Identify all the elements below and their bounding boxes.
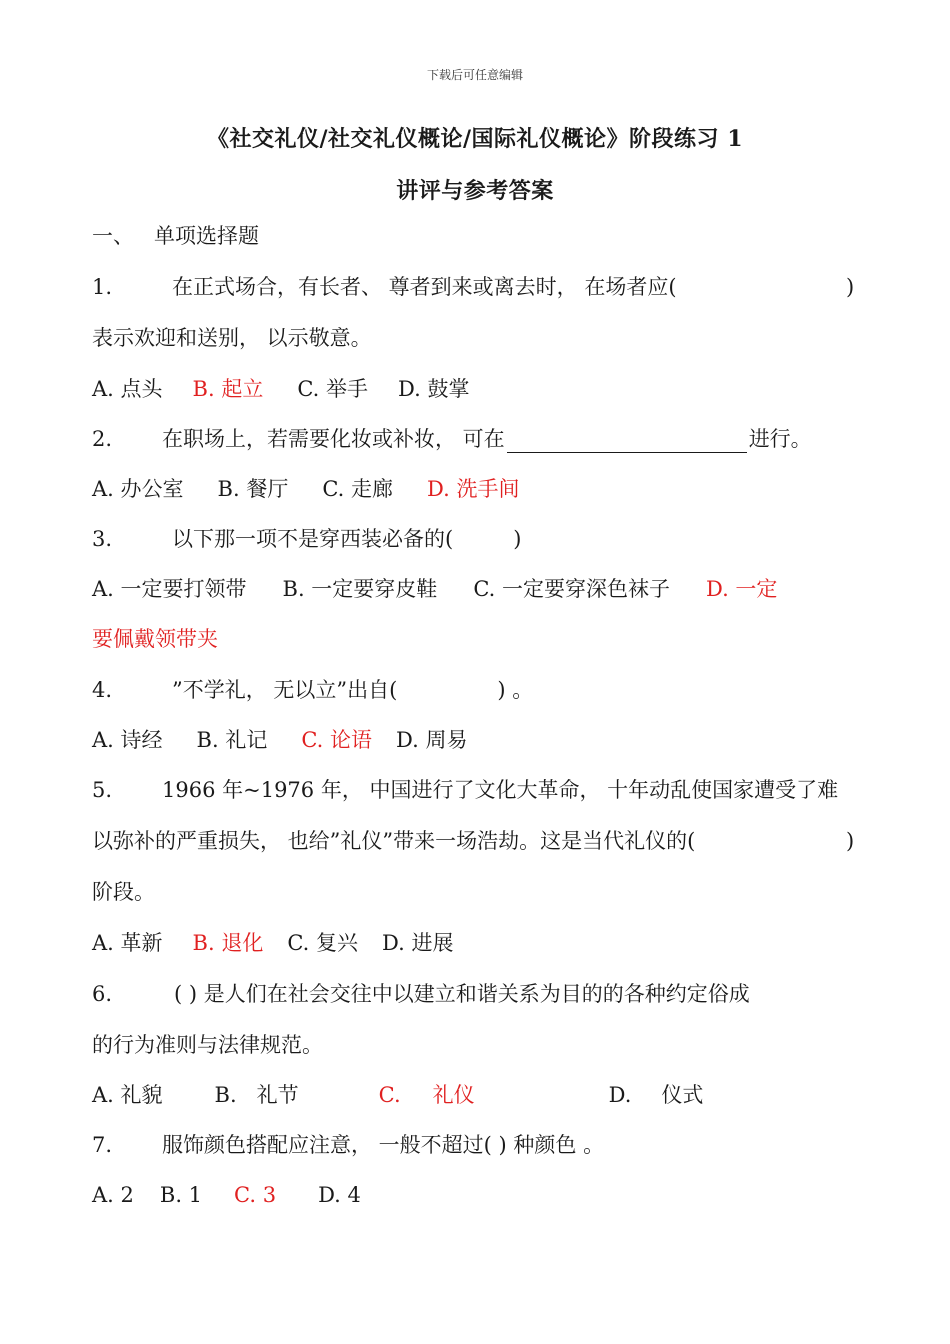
question-number: 2. (92, 427, 113, 451)
option-b-text: 礼节 (256, 1083, 299, 1107)
option-b-answer: B. 退化 (192, 931, 264, 955)
question-4 (92, 676, 533, 704)
option-b: B. 1 (159, 1183, 203, 1207)
question-text: 服饰颜色搭配应注意， 一般不超过( ) 种颜色 。 (162, 1133, 605, 1157)
option-b: B. 餐厅 (217, 477, 289, 501)
option-d: D. 4 (318, 1183, 361, 1207)
option-d-letter: D. (608, 1083, 632, 1107)
option-d: D. 进展 (382, 931, 454, 955)
section-label: 单项选择题 (154, 224, 260, 248)
question-number: 6. (92, 982, 113, 1006)
question-1-options (92, 375, 469, 403)
question-number: 3. (92, 527, 113, 551)
option-d-text: 仪式 (661, 1083, 704, 1107)
section-number: 一、 (92, 224, 134, 248)
question-7 (92, 1131, 604, 1159)
question-text: 在正式场合，有长者、 尊者到来或离去时， 在场者应( (172, 275, 677, 299)
question-3-options (92, 575, 777, 603)
close-paren: ) 。 (497, 678, 534, 702)
option-a: A. 礼貌 (92, 1083, 163, 1107)
question-5-options (92, 929, 453, 957)
question-6-options (92, 1081, 703, 1109)
question-5-text-cont: 以弥补的严重损失， 也给”礼仪”带来一场浩劫。这是当代礼仪的( (92, 829, 696, 853)
section-heading (92, 222, 259, 250)
option-c-letter-answer: C. (378, 1083, 401, 1107)
question-text: 在职场上，若需要化妆或补妆， 可在 (162, 427, 505, 451)
question-number: 5. (92, 778, 113, 802)
option-a: A. 点头 (92, 377, 163, 401)
question-text: 1966 年~1976 年， 中国进行了文化大革命， 十年动乱使国家遭受了难 (162, 778, 839, 802)
option-c: C. 举手 (297, 377, 368, 401)
option-b-answer: B. 起立 (192, 377, 264, 401)
question-text: ( ) 是人们在社会交往中以建立和谐关系为目的的各种约定俗成 (174, 982, 750, 1006)
question-1-text-cont: 表示欢迎和送别， 以示敬意。 (92, 326, 372, 350)
question-text-end: 进行。 (748, 427, 812, 451)
question-1-close-paren: ) (846, 275, 855, 299)
option-b: B. 一定要穿皮鞋 (282, 577, 438, 601)
option-c: C. 一定要穿深色袜子 (473, 577, 670, 601)
option-a: A. 革新 (92, 931, 163, 955)
question-4-options (92, 726, 467, 754)
question-number: 7. (92, 1133, 113, 1157)
question-number: 1. (92, 275, 113, 299)
question-3 (92, 525, 521, 553)
question-2 (92, 425, 812, 453)
option-c-answer: C. 论语 (301, 728, 372, 752)
option-a: A. 一定要打领带 (92, 577, 247, 601)
option-d-answer: D. 洗手间 (427, 477, 520, 501)
option-b-letter: B. (214, 1083, 237, 1107)
question-5-close-paren: ) (846, 829, 855, 853)
option-a: A. 诗经 (92, 728, 163, 752)
close-paren: ) (513, 527, 522, 551)
question-number: 4. (92, 678, 113, 702)
option-c-answer: C. 3 (234, 1183, 277, 1207)
question-7-options (92, 1181, 361, 1209)
document-title: 《社交礼仪/社交礼仪概论/国际礼仪概论》阶段练习 1 (206, 126, 744, 152)
question-text: ”不学礼， 无以立”出自( (172, 678, 398, 702)
option-c-text-answer: 礼仪 (432, 1083, 475, 1107)
question-1 (92, 273, 677, 301)
option-a: A. 办公室 (92, 477, 184, 501)
option-d-answer: D. 一定 (705, 577, 778, 601)
option-d-answer-cont: 要佩戴领带夹 (92, 627, 218, 651)
question-5 (92, 776, 838, 804)
fill-blank (507, 430, 747, 453)
question-6 (92, 980, 750, 1008)
option-d: D. 鼓掌 (398, 377, 470, 401)
document-subtitle: 讲评与参考答案 (396, 178, 554, 204)
download-note: 下载后可任意编辑 (426, 68, 523, 82)
option-c: C. 走廊 (322, 477, 393, 501)
option-d: D. 周易 (396, 728, 468, 752)
question-5-text-end: 阶段。 (92, 880, 155, 904)
question-2-options (92, 475, 519, 503)
question-6-text-cont: 的行为准则与法律规范。 (92, 1033, 323, 1057)
option-b: B. 礼记 (196, 728, 268, 752)
option-c: C. 复兴 (287, 931, 358, 955)
option-a: A. 2 (92, 1183, 134, 1207)
question-text: 以下那一项不是穿西装必备的( (172, 527, 454, 551)
